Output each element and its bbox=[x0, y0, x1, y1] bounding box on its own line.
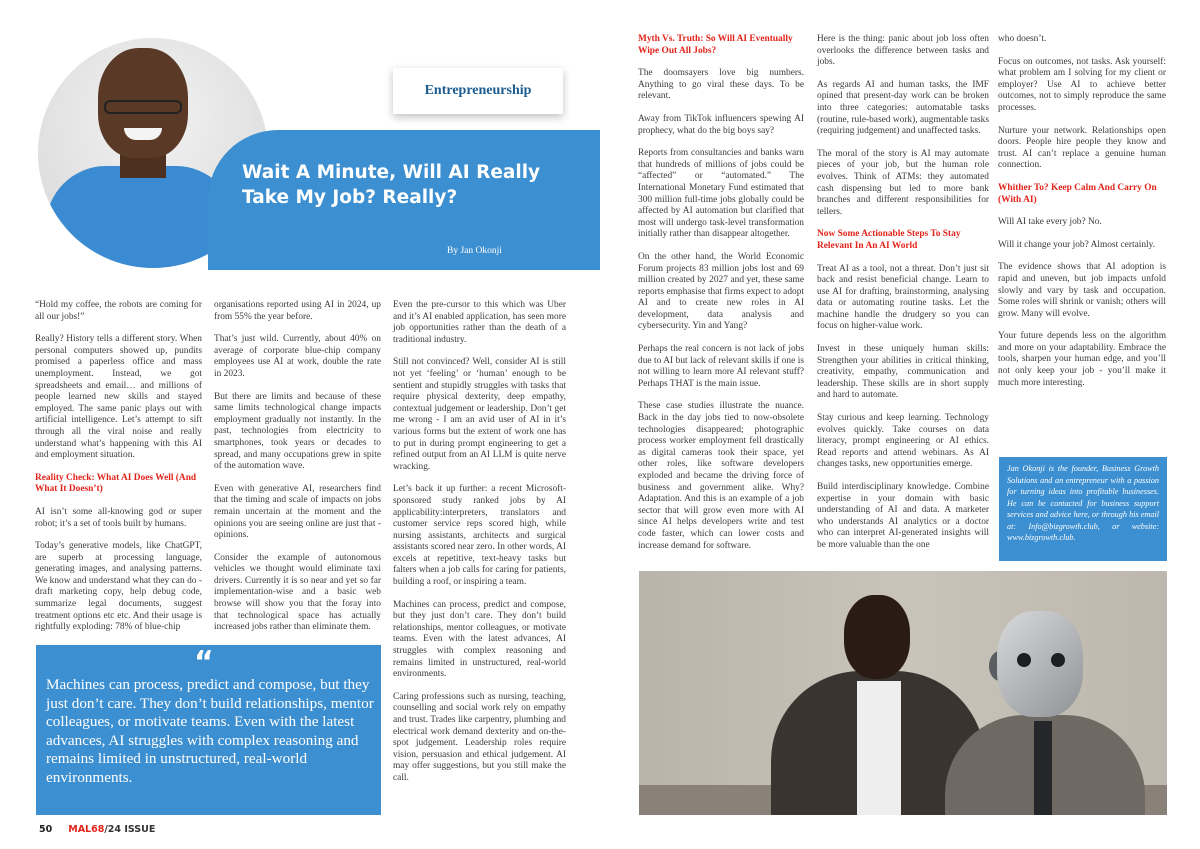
photo-robot-eye bbox=[1017, 653, 1031, 667]
left-column-1 bbox=[35, 300, 202, 645]
photo-man-head bbox=[844, 595, 910, 679]
paragraph: Focus on outcomes, not tasks. Ask yourself: what problem am I solving for my client or employer? Use AI to achieve better outcomes, not to simply reproduce the same processes. bbox=[998, 56, 1166, 113]
subheading: Whither To? Keep Calm And Carry On (With AI) bbox=[998, 182, 1157, 205]
man-and-robot-photo bbox=[639, 571, 1167, 815]
paragraph: “Hold my coffee, the robots are coming for all our jobs!” bbox=[35, 300, 202, 322]
paragraph: Machines can process, predict and compose, but they just don’t care. They don’t build relationships, mentor colleagues, or motivate teams. Even with the latest advances, AI struggles with complex reasoning and remains limited in unstructured, real-world environments. bbox=[393, 599, 566, 680]
left-column-2 bbox=[214, 300, 381, 645]
paragraph: Today’s generative models, like ChatGPT, are superb at processing language, generating images, and analysing patterns. We know and understand what they can do - draft marketing copy, help debug code, summarize legal documents, suggest treatment options etc etc. And their usage is rightfully exploding: 78% of blue-chip bbox=[35, 541, 202, 633]
subheading: Reality Check: What AI Does Well (And What It Doesn’t) bbox=[35, 472, 197, 495]
photo-robot-head bbox=[997, 611, 1083, 717]
paragraph: Stay curious and keep learning. Technology evolves quickly. Take courses on data literacy, prompt engineering or AI ethics. Read reports and attend webinars. As AI changes tasks, new opportunities emerge. bbox=[817, 413, 989, 470]
paragraph: Here is the thing: panic about job loss often overlooks the difference between tasks and jobs. bbox=[817, 34, 989, 68]
paragraph: Invest in these uniquely human skills: Strengthen your abilities in critical thinking, creativity, empathy, communication and leadership. These skills are in short supply and hard to automate. bbox=[817, 344, 989, 401]
right-column-2 bbox=[817, 34, 989, 563]
paragraph: AI isn’t some all-knowing god or super robot; it’s a set of tools built by humans. bbox=[35, 506, 202, 529]
article-byline: By Jan Okonji bbox=[447, 246, 502, 256]
paragraph: Really? History tells a different story. When personal computers showed up, pundits promised a paperless office and mass unemployment. Instead, we got spreadsheets and email… and millions of people learned new skills and stayed employed. The same panic plays out with artificial intelligence. Let’s attempt to sift through all the viral noise and really understand what’s happening with this AI and employment situation. bbox=[35, 334, 202, 461]
paragraph: These case studies illustrate the nuance. Back in the day jobs tied to now-obsolete technologies disappeared; photographic process worker employment fell drastically as digital cameras took their space, yet other roles, like software developers exploded and became the driving force of business and government alike. Why? Adaptation. And this is an example of a job sector that will grow even more with AI since AI helps developers write and test code faster, which can lower costs and increase demand for software. bbox=[638, 401, 804, 551]
photo-robot-tie bbox=[1034, 721, 1052, 815]
page-footer bbox=[39, 824, 155, 835]
article-headline: Wait A Minute, Will AI Really Take My Job? Really? bbox=[242, 162, 541, 208]
paragraph: Your future depends less on the algorithm and more on your adaptability. Embrace the tools, sharpen your human edge, and you’ll not only keep your job - you’ll make it much more interesting. bbox=[998, 331, 1166, 388]
paragraph: Perhaps the real concern is not lack of jobs due to AI but lack of relevant skills if one is not willing to learn more AI relevant stuff? Perhaps THAT is the main issue. bbox=[638, 344, 804, 389]
paragraph: As regards AI and human tasks, the IMF opined that present-day work can be broken into three categories: automatable tasks (routine, rule-based work), augmentable tasks (requiring judgement) and unaffected tasks. bbox=[817, 79, 989, 137]
paragraph: Build interdisciplinary knowledge. Combine expertise in your domain with basic understanding of AI and data. A marketer who understands AI analytics or a doctor who can interpret AI-generated insights will be more valuable than the one bbox=[817, 482, 989, 550]
issue-label: /24 ISSUE bbox=[104, 824, 156, 835]
paragraph: But there are limits and because of these same limits technological change impacts employment gradually not instantly. In the past, technologies from electricity to smartphones, took years or decades to spread, and many occupations grew in spite of the automation wave. bbox=[214, 391, 381, 472]
paragraph: The doomsayers love big numbers. Anything to go viral these days. To be relevant. bbox=[638, 68, 804, 102]
page-number: 50 bbox=[39, 824, 53, 835]
author-bio-box bbox=[999, 457, 1167, 561]
paragraph: The moral of the story is AI may automate pieces of your job, but the human role evolves. Think of ATMs: they automated cash dispensing but led to more bank branches and different responsibilities for tellers. bbox=[817, 148, 989, 217]
paragraph: Consider the example of autonomous vehicles we thought would eliminate taxi drivers. Currently it is so near and yet so far implementation-wise and a basic web browse will show you that the foray into that technological space has actually increased jobs rather than eliminate them. bbox=[214, 552, 381, 633]
category-tag bbox=[393, 68, 563, 114]
photo-robot-eye bbox=[1051, 653, 1065, 667]
portrait-glasses bbox=[104, 100, 182, 114]
author-bio-text: Jan Okonji is the founder, Business Growth Solutions and an entrepreneur with a passion for turning ideas into profitable businesses. He can be contacted for business support services and advice here, or through his email at: Info@bizgrowth.club, or website: www.bizgrowth.club. bbox=[1007, 464, 1159, 542]
subheading: Now Some Actionable Steps To Stay Relevant In An AI World bbox=[817, 229, 961, 251]
paragraph: Let’s back it up further: a recent Microsoft-sponsored study ranked jobs by AI applicability:interpreters, translators and customer service reps scored high, while nursing assistants, architects and surgical assistants scored near zero. In other words, AI excels at repetitive, text-heavy tasks but falters when a job calls for caring for patients, building a roof, or inspiring a team. bbox=[393, 484, 566, 588]
paragraph: Away from TikTok influencers spewing AI prophecy, what do the big boys say? bbox=[638, 113, 804, 136]
category-label: Entrepreneurship bbox=[424, 83, 532, 98]
paragraph: organisations reported using AI in 2024, up from 55% the year before. bbox=[214, 300, 381, 322]
paragraph: Will AI take every job? No. bbox=[998, 217, 1102, 228]
right-column-1 bbox=[638, 34, 804, 563]
pull-quote-text: Machines can process, predict and compose, but they just don’t care. They don’t build relationships, mentor colleagues, or motivate teams. Even with the latest advances, AI struggles with complex reasoning and remains limited in unstructured, real-world environments. bbox=[46, 676, 374, 786]
subheading: Myth Vs. Truth: So Will AI Eventually Wipe Out All Jobs? bbox=[638, 34, 793, 56]
photo-man-shirt bbox=[857, 681, 901, 815]
paragraph: Even with generative AI, researchers find that the timing and scale of impacts on jobs remain uncertain at the moment and the opinions you are seeing online are just that - opinions. bbox=[214, 483, 381, 541]
paragraph: Will it change your job? Almost certainly. bbox=[998, 239, 1156, 250]
paragraph: The evidence shows that AI adoption is rapid and uneven, but job impacts unfold slowly and vary by task and occupation. Some roles will shrink or vanish; others will grow. Many will evolve. bbox=[998, 262, 1166, 319]
paragraph: Treat AI as a tool, not a threat. Don’t just sit back and resist beneficial change. Learn to use AI for drafting, brainstorming, analysing data or automating routine tasks. Let the machine handle the drudgery so you can focus on higher-value work. bbox=[817, 263, 989, 332]
paragraph: who doesn’t. bbox=[998, 34, 1047, 44]
magazine-name: MAL68 bbox=[68, 824, 105, 835]
portrait-smile bbox=[124, 128, 162, 140]
left-column-3 bbox=[393, 300, 566, 796]
right-page bbox=[600, 0, 1200, 849]
paragraph: Still not convinced? Well, consider AI is still not yet ‘feeling’ or ‘human’ enough to be sentient and stupidly struggles with tasks that require physical dexterity, deep empathy, contextual judgement or leadership. Don’t get me wrong - I am an avid user of AI in it’s various forms but the extent of work one has to put in during prompt engineering to get a refined output from an AI LLM is quite nerve wracking. bbox=[393, 357, 566, 472]
paragraph: Reports from consultancies and banks warn that hundreds of millions of jobs could be “affected” or “automated.” The International Monetary Fund estimated that 300 million full-time jobs globally could be affected by AI automation but clarified that most will undergo task-level transformation initially rather than disappear altogether. bbox=[638, 148, 804, 240]
paragraph: Nurture your network. Relationships open doors. People hire people they know and trust. AI can’t replace a genuine human connection. bbox=[998, 125, 1166, 171]
paragraph: Caring professions such as nursing, teaching, counselling and social work rely on empathy and trust. Trades like carpentry, plumbing and electrical work demand dexterity and on-the-spot judgement. Leadership roles require vision, persuasion and ethical judgement. AI may offer suggestions, but you still make the call. bbox=[393, 691, 566, 783]
quote-mark-icon: “ bbox=[194, 645, 214, 680]
paragraph: That’s just wild. Currently, about 40% on average of corporate blue-chip company employees use AI at work, double the rate in 2023. bbox=[214, 334, 381, 379]
paragraph: On the other hand, the World Economic Forum projects 83 million jobs lost and 69 million created by 2027 and yet, these same reports emphasise that firms expect to adopt AI and to create new roles in AI development, data analysis and cybersecurity. Yin and Yang? bbox=[638, 251, 804, 332]
paragraph: Even the pre-cursor to this which was Uber and it’s AI enabled application, has seen more job opportunities rather than the death of a traditional industry. bbox=[393, 300, 566, 345]
right-column-3 bbox=[998, 34, 1166, 400]
